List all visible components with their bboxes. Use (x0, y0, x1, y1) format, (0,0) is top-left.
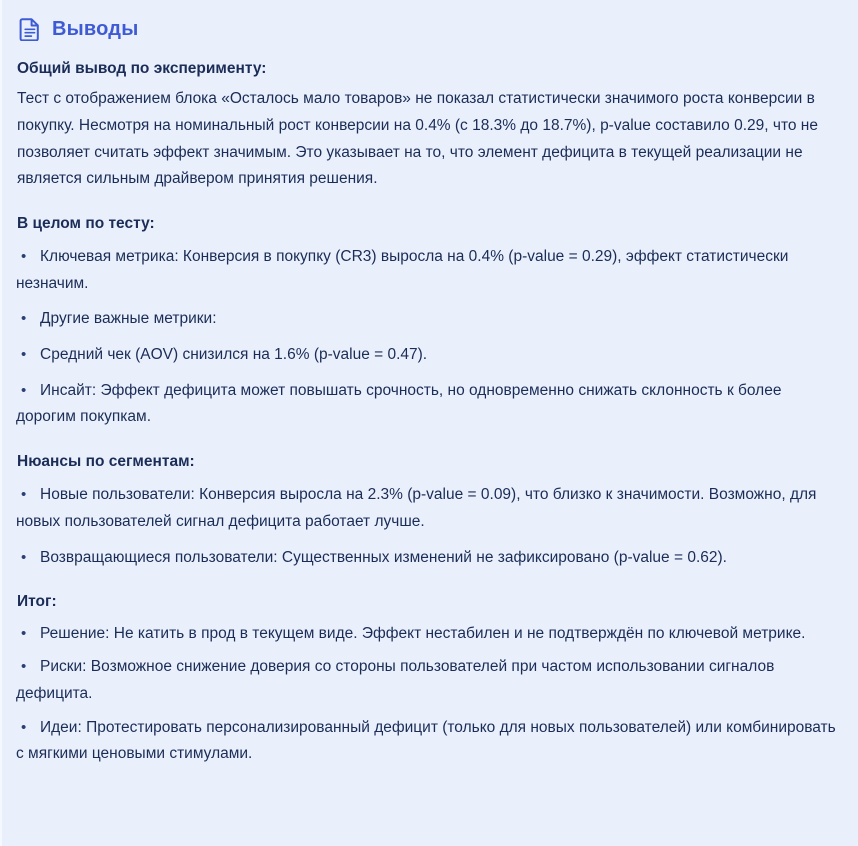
bullet-list (16, 621, 836, 768)
bullet-icon: • (21, 486, 27, 504)
list-item-text: Идеи: Протестировать персонализированный дефицит (только для новых пользователей) или комбинировать с мягкими ценовыми стимулами. (16, 718, 836, 763)
list-item (16, 621, 836, 648)
list-item-text: Ключевая метрика: Конверсия в покупку (CR3) выросла на 0.4% (p-value = 0.29), эффект статистически незначим. (16, 248, 789, 292)
bullet-icon: • (21, 718, 27, 736)
list-item (16, 545, 836, 572)
section-heading: Общий вывод по эксперименту: (17, 60, 267, 77)
bullet-icon: • (21, 548, 27, 566)
page-title: Выводы (52, 18, 139, 40)
list-item-text: Возвращающиеся пользователи: Существенных изменений не зафиксировано (p-value = 0.62). (40, 548, 727, 566)
list-item-text: Новые пользователи: Конверсия выросла на 2.3% (p-value = 0.09), что близко к значимости. Возможно, для новых пользователей сигнал дефицита работает лучше. (16, 486, 817, 530)
section-overall-test (16, 212, 836, 431)
list-item-text: Риски: Возможное снижение доверия со стороны пользователей при частом использовании сигналов дефицита. (16, 658, 775, 702)
document-icon (19, 17, 41, 41)
list-item (16, 654, 836, 707)
bullet-icon: • (21, 381, 27, 399)
section-segment-nuances (16, 450, 836, 571)
section-heading: В целом по тесту: (17, 214, 155, 232)
section-heading: Нюансы по сегментам: (17, 453, 195, 471)
bullet-list (16, 244, 836, 431)
list-item (16, 342, 836, 369)
list-item (16, 378, 836, 431)
section-overall-conclusion (16, 57, 836, 193)
list-item (16, 482, 836, 535)
bullet-icon: • (21, 248, 27, 266)
list-item-text: Другие важные метрики: (40, 310, 217, 328)
bullet-icon: • (21, 346, 27, 364)
list-item-text: Инсайт: Эффект дефицита может повышать срочность, но одновременно снижать склонность к более дорогим покупкам. (16, 381, 782, 426)
section-heading: Итог: (17, 593, 57, 611)
bullet-icon: • (21, 658, 27, 676)
bullet-list (16, 482, 836, 571)
list-item (16, 715, 836, 768)
list-item (16, 306, 836, 333)
list-item-text: Средний чек (AOV) снизился на 1.6% (p-value = 0.47). (40, 346, 428, 364)
list-item-text: Решение: Не катить в прод в текущем виде. Эффект нестабилен и не подтверждён по ключевой метрике. (40, 624, 806, 642)
list-item (16, 244, 836, 297)
section-paragraph: Тест с отображением блока «Осталось мало товаров» не показал статистически значимого роста конверсии в покупку. Несмотря на номинальный рост конверсии на 0.4% (с 18.3% до 18.7%), p-value составило 0.29, что не позволяет считать эффект значимым. Это указывает на то, что элемент дефицита в текущей реализации не является сильным драйвером принятия решения. (17, 90, 818, 188)
panel-header (19, 17, 836, 41)
section-summary (16, 590, 836, 768)
bullet-icon: • (21, 624, 27, 642)
bullet-icon: • (21, 310, 27, 328)
